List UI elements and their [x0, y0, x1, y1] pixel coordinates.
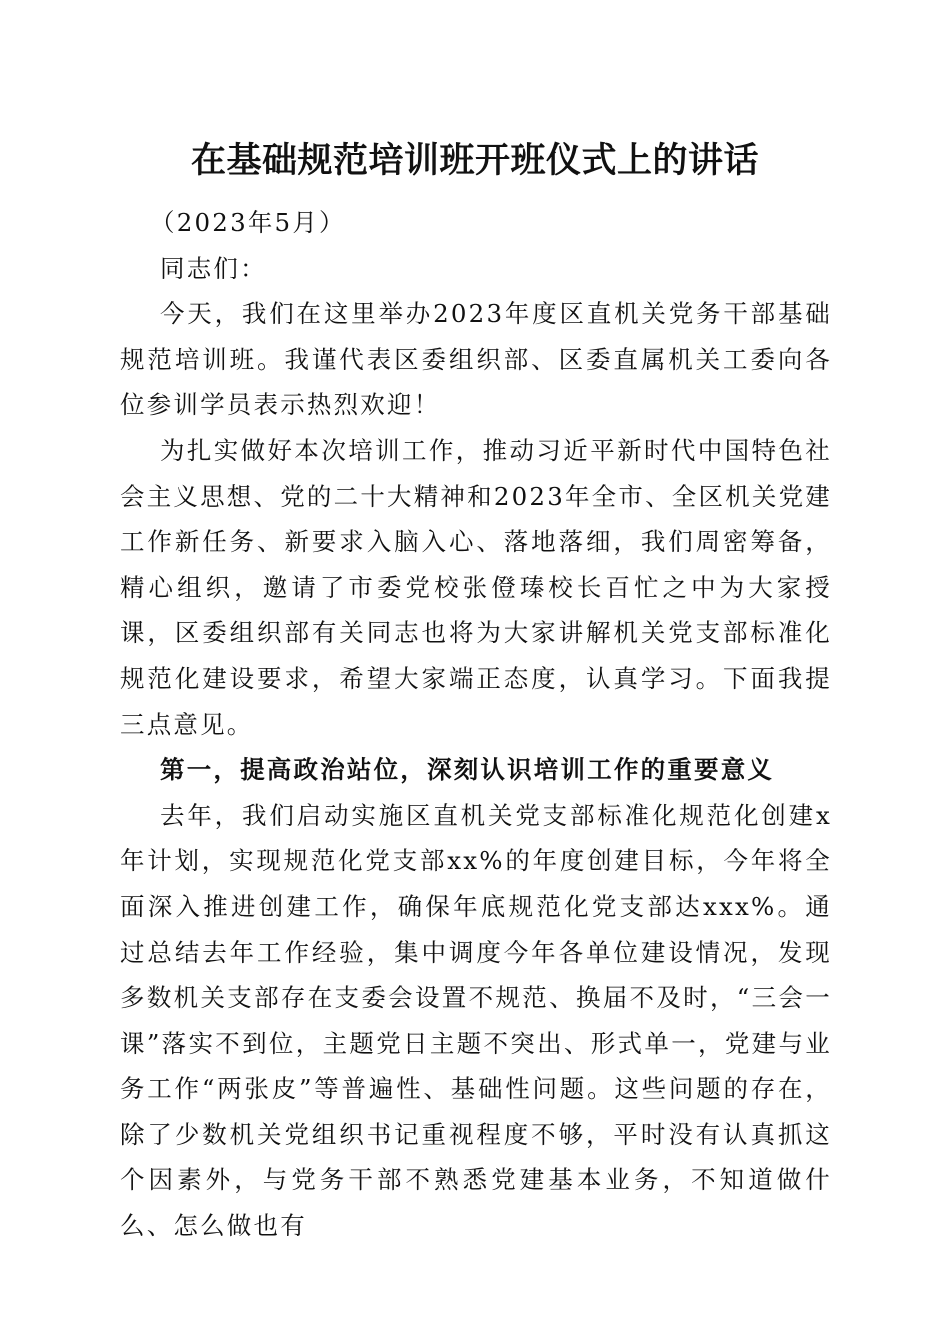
- section-heading: 第一，提高政治站位，深刻认识培训工作的重要意义: [160, 755, 775, 785]
- section-paragraph: 去年，我们启动实施区直机关党支部标准化规范化创建x年计划，实现规范化党支部xx%的年度创建目标，今年将全面深入推进创建工作，确保年底规范化党支部达xxx%。通过总结去年工作经验，集中调度今年各单位建设情况，发现多数机关支部存在支委会设置不规范、换届不及时，“三会一课”落实不到位，主题党日主题不突出、形式单一，党建与业务工作“两张皮”等普遍性、基础性问题。这些问题的存在，除了少数机关党组织书记重视程度不够，平时没有认真抓这个因素外，与党务干部不熟悉党建基本业务，不知道做什么、怎么做也有: [120, 800, 832, 1241]
- salutation: 同志们：: [160, 253, 267, 283]
- paragraph: 为扎实做好本次培训工作，推动习近平新时代中国特色社会主义思想、党的二十大精神和2023年全市、全区机关党建工作新任务、新要求入脑入心、落地落细，我们周密筹备，精心组织，邀请了市委党校张僜瑧校长百忙之中为大家授课，区委组织部有关同志也将为大家讲解机关党支部标准化规范化建设要求，希望大家端正态度，认真学习。下面我提三点意见。: [120, 435, 832, 739]
- document-title: 在基础规范培训班开班仪式上的讲话: [190, 140, 759, 181]
- paragraph: 今天，我们在这里举办2023年度区直机关党务干部基础规范培训班。我谨代表区委组织部、区委直属机关工委向各位参训学员表示热烈欢迎！: [120, 299, 832, 420]
- document-body: [120, 200, 832, 1249]
- document-date: （2023年5月）: [150, 208, 346, 237]
